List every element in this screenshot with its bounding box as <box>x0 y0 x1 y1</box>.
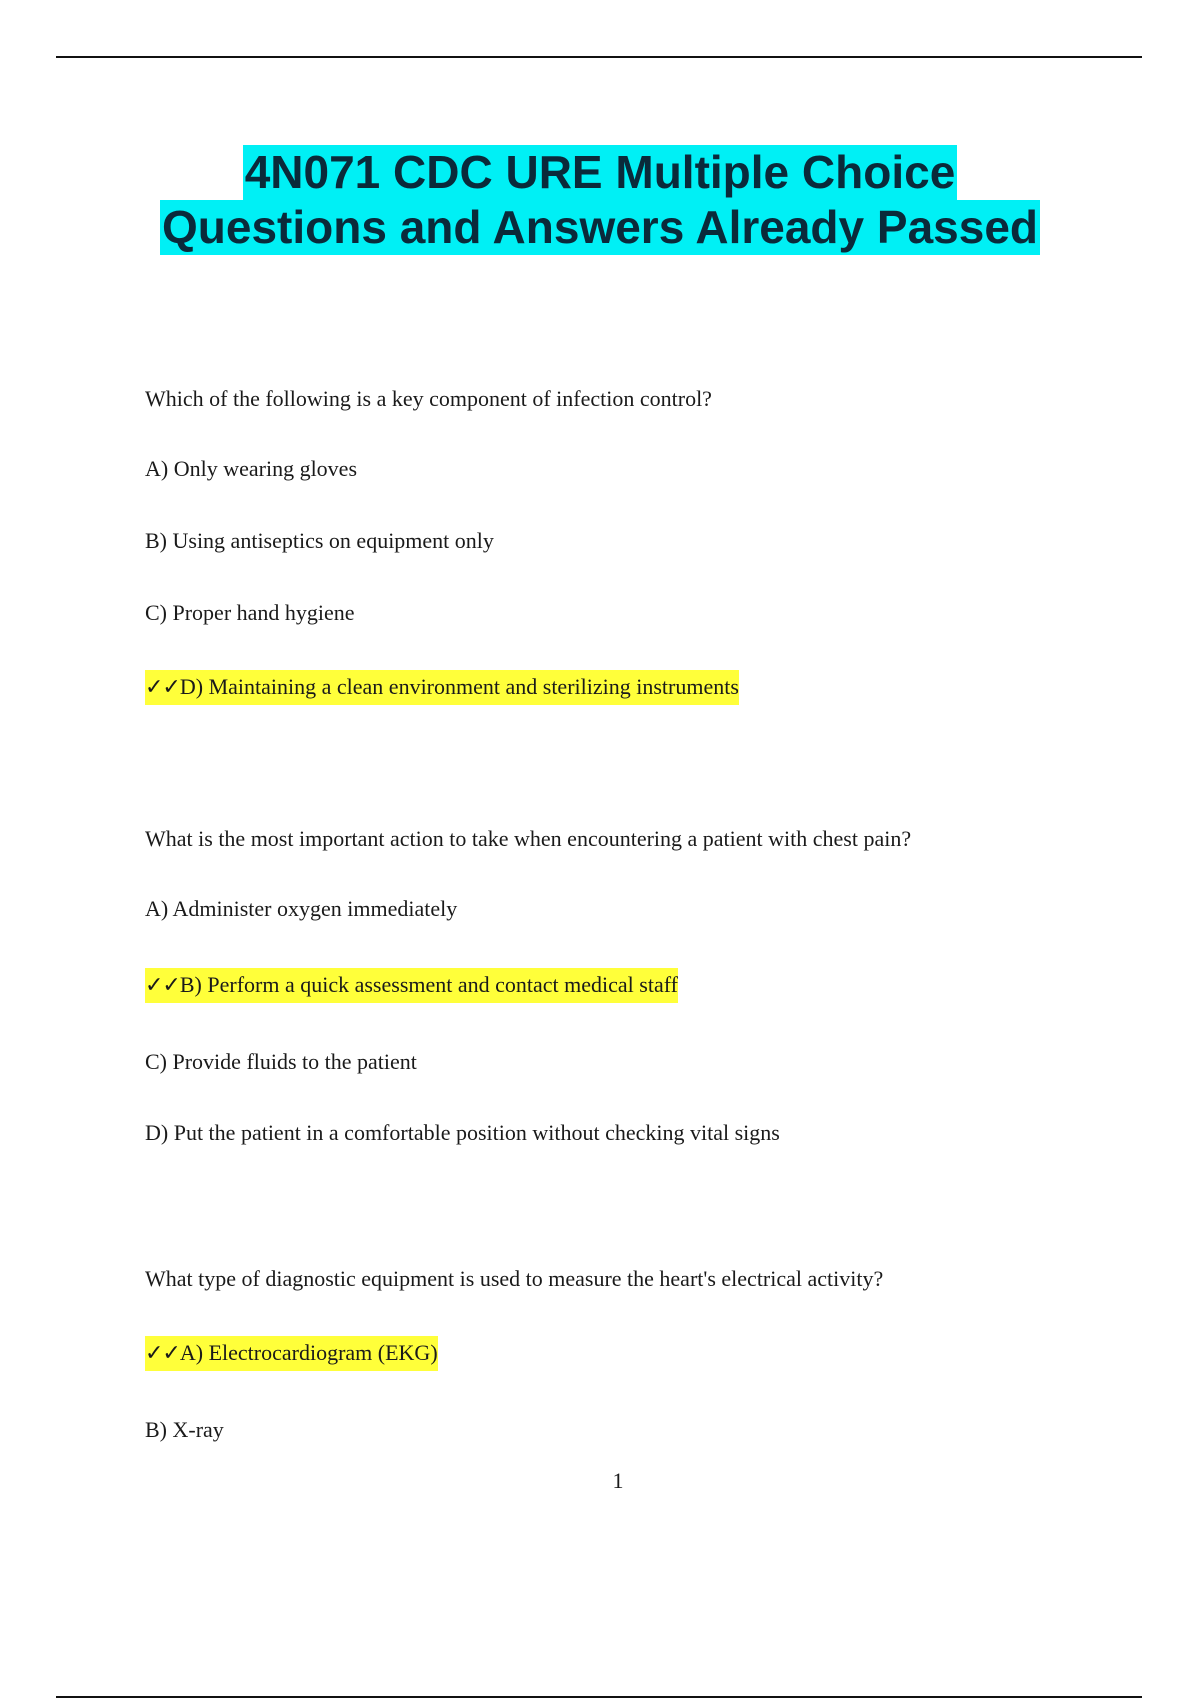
double-check-icon: ✓✓ <box>145 1341 180 1366</box>
question-2-correct-option <box>145 968 678 1003</box>
double-check-icon: ✓✓ <box>145 675 180 700</box>
title-line-1: 4N071 CDC URE Multiple Choice <box>244 146 956 198</box>
question-1-prompt: Which of the following is a key component of infection control? <box>145 386 712 411</box>
bottom-rule <box>56 1696 1142 1698</box>
question-3-correct-option <box>145 1336 438 1371</box>
question-1-option-c: C) Proper hand hygiene <box>145 600 355 625</box>
question-1-correct-option <box>145 670 739 705</box>
page-number: 1 <box>612 1468 624 1493</box>
question-2-option-c: C) Provide fluids to the patient <box>145 1049 417 1074</box>
question-3-prompt: What type of diagnostic equipment is used to measure the heart's electrical activity? <box>145 1266 884 1291</box>
question-1-option-d: D) Maintaining a clean environment and sterilizing instruments <box>179 674 739 699</box>
question-3-option-a: A) Electrocardiogram (EKG) <box>179 1340 438 1365</box>
question-2-option-a: A) Administer oxygen immediately <box>145 896 458 921</box>
question-1-option-b: B) Using antiseptics on equipment only <box>145 528 494 553</box>
question-2-option-b: B) Perform a quick assessment and contact medical staff <box>179 972 678 997</box>
question-2-option-d: D) Put the patient in a comfortable position without checking vital signs <box>145 1120 780 1145</box>
title-line-2: Questions and Answers Already Passed <box>161 201 1039 253</box>
document-title <box>0 145 1200 255</box>
question-3-option-b: B) X-ray <box>145 1417 224 1442</box>
top-rule <box>56 56 1142 58</box>
double-check-icon: ✓✓ <box>145 973 180 998</box>
question-2-prompt: What is the most important action to take when encountering a patient with chest pain? <box>145 826 912 851</box>
question-1-option-a: A) Only wearing gloves <box>145 456 358 481</box>
